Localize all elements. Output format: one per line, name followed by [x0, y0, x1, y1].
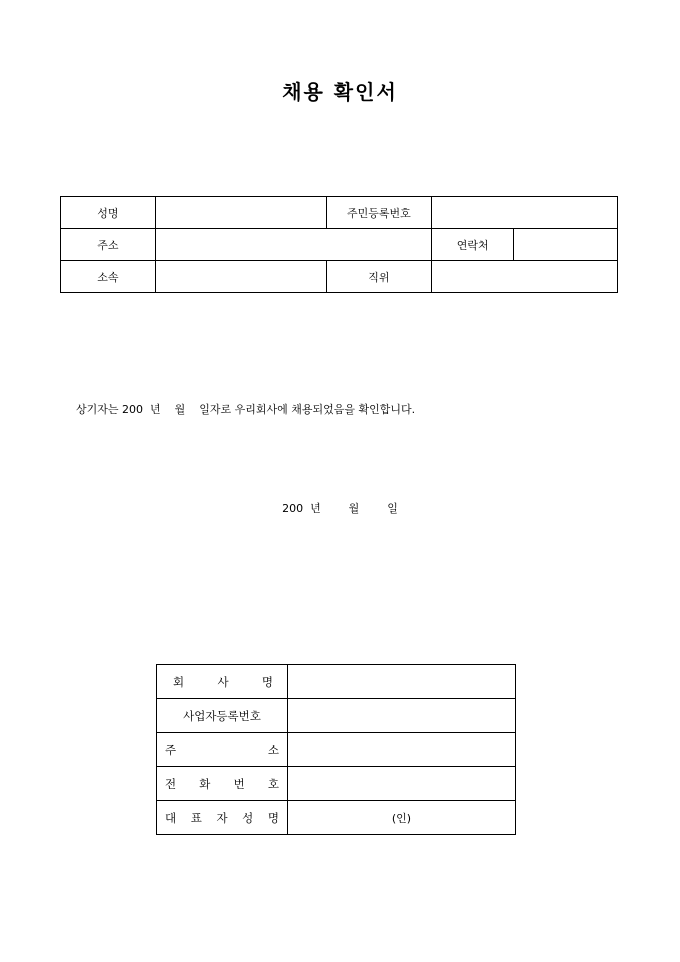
- phone-field[interactable]: [288, 767, 516, 801]
- employee-info-table: [60, 196, 618, 293]
- document-title: 채용 확인서: [282, 80, 398, 104]
- phone-label-char: 번: [233, 776, 245, 791]
- rrn-field[interactable]: [432, 197, 618, 229]
- company-address-label-char: 소: [267, 742, 279, 757]
- representative-label-char: 성: [242, 810, 254, 825]
- name-field[interactable]: [155, 197, 326, 229]
- company-name-label-char: 회: [173, 674, 185, 689]
- contact-field[interactable]: [514, 229, 618, 261]
- representative-label-char: 자: [216, 810, 228, 825]
- address-label: 주소: [61, 229, 156, 261]
- representative-label-char: 대: [165, 810, 177, 825]
- phone-label: [157, 767, 288, 801]
- phone-label-char: 전: [165, 776, 177, 791]
- affiliation-field[interactable]: [155, 261, 326, 293]
- representative-label: [157, 801, 288, 835]
- rrn-label: 주민등록번호: [326, 197, 432, 229]
- confirmation-statement: 상기자는 200 년 월 일자로 우리회사에 채용되었음을 확인합니다.: [76, 403, 416, 416]
- business-reg-field[interactable]: [288, 699, 516, 733]
- company-name-label-char: 사: [217, 674, 229, 689]
- affiliation-label: 소속: [61, 261, 156, 293]
- representative-label-char: 명: [267, 810, 279, 825]
- position-field[interactable]: [432, 261, 618, 293]
- name-label: 성명: [61, 197, 156, 229]
- business-reg-label: 사업자등록번호: [157, 699, 288, 733]
- company-address-label: [157, 733, 288, 767]
- address-field[interactable]: [155, 229, 431, 261]
- position-label: 직위: [326, 261, 432, 293]
- phone-label-char: 화: [199, 776, 211, 791]
- company-name-field[interactable]: [288, 665, 516, 699]
- date-line: 200 년 월 일: [282, 502, 398, 515]
- phone-label-char: 호: [267, 776, 279, 791]
- contact-label: 연락처: [432, 229, 514, 261]
- company-name-label-char: 명: [261, 674, 273, 689]
- company-info-table: [156, 664, 516, 835]
- company-name-label: [157, 665, 288, 699]
- company-address-field[interactable]: [288, 733, 516, 767]
- representative-label-char: 표: [190, 810, 202, 825]
- company-address-label-char: 주: [165, 742, 177, 757]
- seal-field[interactable]: (인): [288, 801, 516, 835]
